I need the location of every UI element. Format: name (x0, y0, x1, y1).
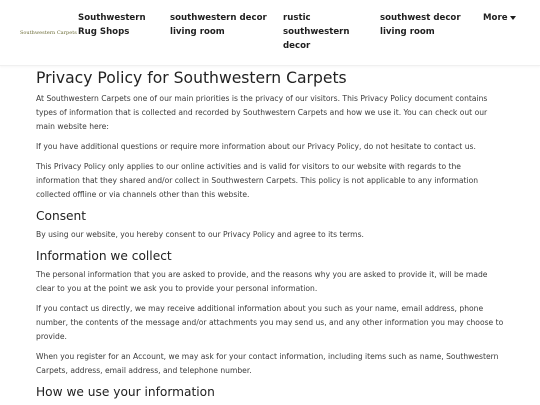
nav-link-rustic-southwestern-decor[interactable]: rustic southwestern decor (283, 13, 350, 51)
nav-more-menu[interactable] (483, 11, 516, 25)
nav-link-southwest-decor-living-room[interactable]: southwest decor living room (380, 13, 461, 37)
nav-link-southwestern-decor-living-room[interactable]: southwestern decor living room (170, 13, 267, 37)
intro-paragraph-1: At Southwestern Carpets one of our main priorities is the privacy of our visitors. This Privacy Policy document contains types of information that is collected and recorded by Southwestern Carpets and how we use it. You can check out our main website here: (36, 94, 488, 131)
information-collect-heading: Information we collect (36, 249, 172, 263)
nav-link-southwestern-rug-shops[interactable]: Southwestern Rug Shops (78, 13, 146, 37)
consent-heading: Consent (36, 209, 87, 223)
intro-paragraph-2: If you have additional questions or require more information about our Privacy Policy, do not hesitate to contact us. (36, 142, 476, 151)
privacy-policy-content (36, 66, 506, 404)
caret-down-icon (510, 16, 516, 20)
how-we-use-heading: How we use your information (36, 385, 215, 399)
information-paragraph-3: When you register for an Account, we may ask for your contact information, including items such as name, Southwestern Carpets, address, email address, and telephone number. (36, 352, 499, 375)
information-paragraph-1: The personal information that you are asked to provide, and the reasons why you are asked to provide it, will be made clear to you at the point we ask you to provide your personal information. (36, 270, 488, 293)
intro-paragraph-3: This Privacy Policy only applies to our online activities and is valid for visitors to our website with regards to the information that they shared and/or collect in Southwestern Carpets. This policy is not applicable to any information collected offline or via channels other than this website. (36, 162, 479, 199)
information-paragraph-2: If you contact us directly, we may receive additional information about you such as your name, email address, phone number, the contents of the message and/or attachments you may send us, and any other information you may choose to provide. (36, 304, 504, 341)
nav-more-label: More (483, 13, 508, 23)
consent-paragraph: By using our website, you hereby consent to our Privacy Policy and agree to its terms. (36, 230, 364, 239)
page-title: Privacy Policy for Southwestern Carpets (36, 69, 347, 87)
site-header (0, 0, 540, 66)
site-logo[interactable]: Southwestern Carpets (20, 30, 77, 36)
